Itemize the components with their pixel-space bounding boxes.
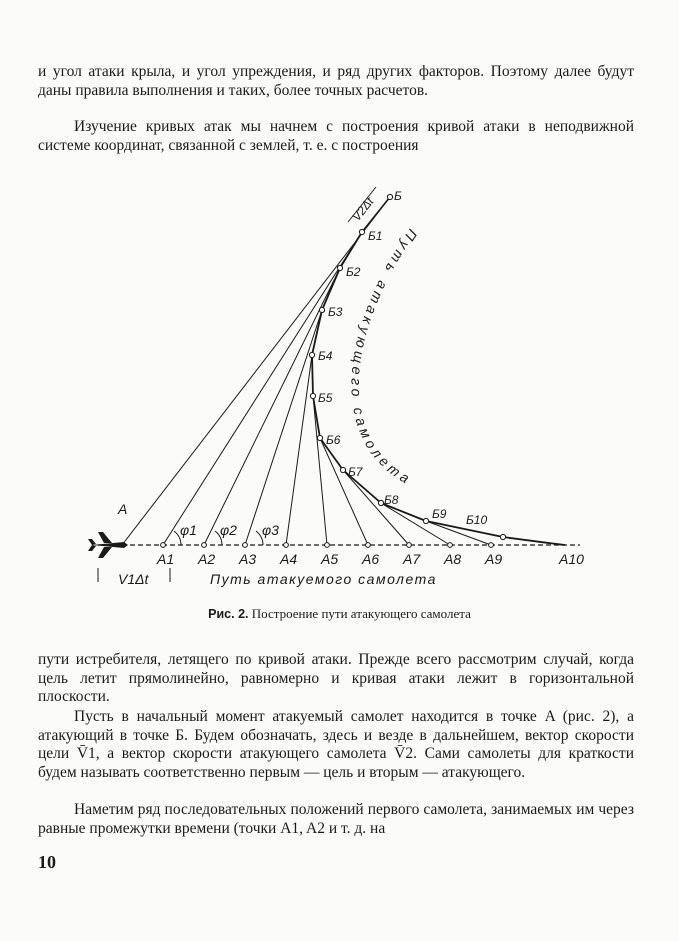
sight-line-5 xyxy=(313,396,327,545)
sight-line-4 xyxy=(286,355,312,545)
label-A8: A8 xyxy=(444,551,462,567)
point-Б4 xyxy=(309,352,314,357)
page-number: 10 xyxy=(38,852,56,872)
paragraph-5: Наметим ряд последовательных положений первого самолета, занимаемых им через равные промежутки времени (точки A1, A2 и т. д. на xyxy=(38,801,634,837)
point-Б5 xyxy=(310,393,315,398)
point-Б3 xyxy=(319,307,324,312)
label-phi3: φ3 xyxy=(262,522,279,538)
point-Б6 xyxy=(317,435,322,440)
point-A7 xyxy=(407,543,412,548)
label-A7: A7 xyxy=(403,551,421,567)
label-target-path: Путь атакуемого самолета xyxy=(210,571,437,587)
aircraft-icon xyxy=(88,532,128,558)
label-A2: A2 xyxy=(198,551,216,567)
point-A2 xyxy=(202,543,207,548)
label-phi1: φ1 xyxy=(180,522,197,538)
label-A: A xyxy=(118,501,128,517)
point-Б xyxy=(387,194,392,199)
label-A9: A9 xyxy=(485,551,503,567)
label-A4: A4 xyxy=(280,551,298,567)
point-Б2 xyxy=(337,265,342,270)
label-Б5: Б5 xyxy=(318,391,333,405)
label-v1dt: V1Δt xyxy=(118,571,149,587)
point-A4 xyxy=(284,543,289,548)
point-A1 xyxy=(161,543,166,548)
label-A1: A1 xyxy=(157,551,175,567)
label-Б: Б xyxy=(394,189,402,203)
label-phi2: φ2 xyxy=(220,522,237,538)
point-A6 xyxy=(366,543,371,548)
point-Б1 xyxy=(359,229,364,234)
point-A9 xyxy=(489,543,494,548)
label-Б4: Б4 xyxy=(318,349,333,363)
label-attacker-path-text: Путь атакующего самолета xyxy=(348,226,421,489)
label-Б10: Б10 xyxy=(466,513,488,527)
label-v2dt: V2Δt xyxy=(349,194,377,224)
point-A3 xyxy=(243,543,248,548)
paragraph-1: и угол атаки крыла, и угол упреждения, и ряд других факторов. Поэтому далее будут даны правила выполнения и таких, более точных расчетов. xyxy=(38,63,634,99)
label-Б1: Б1 xyxy=(368,229,383,243)
point-A5 xyxy=(325,543,330,548)
point-Б10 xyxy=(500,534,505,539)
label-A10: A10 xyxy=(559,551,584,567)
sight-line-3 xyxy=(245,310,322,545)
label-Б9: Б9 xyxy=(432,507,447,521)
label-Б7: Б7 xyxy=(348,465,363,479)
sight-line-6 xyxy=(320,438,368,545)
paragraph-4: Пусть в начальный момент атакуемый самолет находится в точке A (рис. 2), а атакующий в точке Б. Будем обозначать, здесь и везде в дальнейшем, вектор скорости цели V̄1, а вектор скорости атакующего самолета V̄2. Сами самолеты для краткости будем называть соответственно первым — цель и вторым — атакующего. xyxy=(38,708,634,781)
label-A3: A3 xyxy=(239,551,257,567)
figure-caption xyxy=(0,606,679,622)
label-Б6: Б6 xyxy=(326,433,341,447)
point-Б8 xyxy=(378,500,383,505)
paragraph-3: пути истребителя, летящего по кривой атаки. Прежде всего рассмотрим случай, когда цель летит прямолинейно, равномерно и кривая атаки лежит в горизонтальной плоскости. xyxy=(38,651,634,705)
label-A5: A5 xyxy=(321,551,339,567)
point-Б7 xyxy=(340,467,345,472)
paragraph-2: Изучение кривых атак мы начнем с построения кривой атаки в неподвижной системе координат, связанной с землей, т. е. с построения xyxy=(38,118,634,154)
figure-caption-label: Рис. 2. xyxy=(208,607,249,621)
figure-caption-text: Построение пути атакующего самолета xyxy=(251,606,471,621)
label-A6: A6 xyxy=(362,551,380,567)
point-Б9 xyxy=(423,518,428,523)
label-Б2: Б2 xyxy=(346,265,361,279)
point-A8 xyxy=(448,543,453,548)
label-Б8: Б8 xyxy=(384,493,399,507)
label-Б3: Б3 xyxy=(328,305,343,319)
sight-line-1 xyxy=(163,232,362,545)
